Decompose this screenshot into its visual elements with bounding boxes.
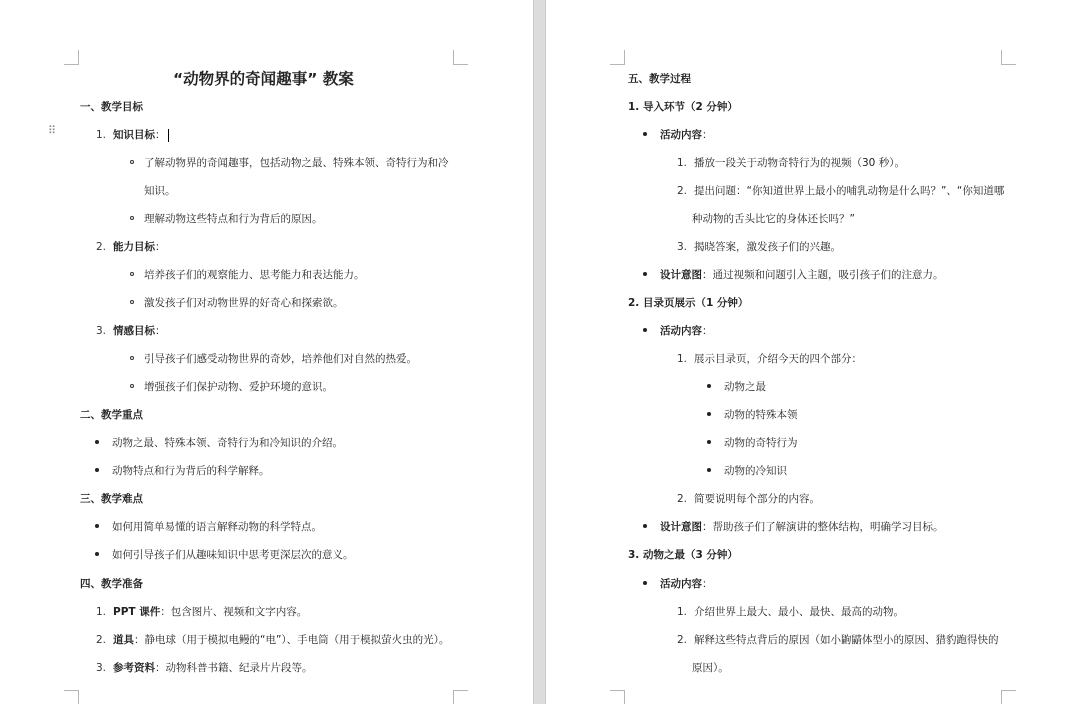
bullet-item: 活动内容： [643, 577, 713, 591]
item-label: 设计意图 [660, 521, 702, 533]
disc-bullet-icon [643, 581, 647, 585]
document-page-right [546, 0, 1080, 704]
nested-bullet-item: 动物的奇特行为 [707, 436, 798, 450]
disc-bullet-icon [643, 132, 647, 136]
numbered-item: 2. 解释这些特点背后的原因（如小鼩鼱体型小的原因、猎豹跑得快的 [677, 634, 999, 646]
item-label: 情感目标 [113, 325, 155, 337]
circle-bullet-icon [130, 160, 134, 164]
item-label: 设计意图 [660, 269, 702, 281]
numbered-item: 3. 情感目标： [96, 325, 166, 337]
numbered-item: 1. 知识目标： [96, 128, 169, 142]
disc-bullet-icon [707, 440, 711, 444]
numbered-item: 2. 道具：静电球（用于模拟电鳗的“电”）、手电筒（用于模拟萤火虫的光）。 [96, 634, 450, 646]
bullet-item: 动物之最、特殊本领、奇特行为和冷知识的介绍。 [95, 436, 343, 450]
document-title: “动物界的奇闻趣事” 教案 [173, 70, 354, 88]
sub-bullet-item: 增强孩子们保护动物、爱护环境的意识。 [130, 380, 333, 394]
text-cursor [168, 129, 169, 142]
sub-bullet-item: 引导孩子们感受动物世界的奇妙，培养他们对自然的热爱。 [130, 352, 417, 366]
section-heading: 四、教学准备 [80, 578, 143, 590]
bullet-item: 动物特点和行为背后的科学解释。 [95, 464, 270, 478]
section-heading: 一、教学目标 [80, 101, 143, 113]
circle-bullet-icon [130, 272, 134, 276]
nested-bullet-item: 动物之最 [707, 380, 766, 394]
nested-bullet-item: 动物的特殊本领 [707, 408, 798, 422]
section-heading: 二、教学重点 [80, 409, 143, 421]
disc-bullet-icon [707, 384, 711, 388]
crop-mark [1001, 690, 1016, 704]
numbered-item: 3. 参考资料：动物科普书籍、纪录片片段等。 [96, 662, 313, 674]
disc-bullet-icon [643, 328, 647, 332]
numbered-item: 2. 简要说明每个部分的内容。 [677, 493, 820, 505]
sub-bullet-item: 激发孩子们对动物世界的好奇心和探索欲。 [130, 296, 344, 310]
subsection-heading: 3. 动物之最（3 分钟） [628, 549, 738, 561]
bullet-item: 活动内容： [643, 324, 713, 338]
item-label: PPT 课件 [113, 606, 161, 618]
subsection-heading: 2. 目录页展示（1 分钟） [628, 297, 749, 309]
sub-bullet-continuation: 知识。 [144, 185, 176, 197]
circle-bullet-icon [130, 216, 134, 220]
disc-bullet-icon [95, 440, 99, 444]
disc-bullet-icon [95, 524, 99, 528]
sub-bullet-item: 了解动物界的奇闻趣事，包括动物之最、特殊本领、奇特行为和冷 [130, 156, 449, 170]
disc-bullet-icon [95, 468, 99, 472]
crop-mark [453, 50, 468, 65]
crop-mark [610, 690, 625, 704]
numbered-item: 1. 播放一段关于动物奇特行为的视频（30 秒）。 [677, 157, 905, 169]
disc-bullet-icon [707, 468, 711, 472]
sub-bullet-item: 理解动物这些特点和行为背后的原因。 [130, 212, 323, 226]
numbered-item: 3. 揭晓答案，激发孩子们的兴趣。 [677, 241, 841, 253]
item-label: 知识目标 [113, 129, 155, 141]
section-heading: 五、教学过程 [628, 73, 691, 85]
crop-mark [64, 50, 79, 65]
document-page-left [0, 0, 533, 704]
subsection-heading: 1. 导入环节（2 分钟） [628, 101, 738, 113]
item-label: 能力目标 [113, 241, 155, 253]
numbered-item-continuation: 原因）。 [692, 662, 729, 674]
bullet-item: 活动内容： [643, 128, 713, 142]
disc-bullet-icon [707, 412, 711, 416]
circle-bullet-icon [130, 356, 134, 360]
numbered-item: 2. 提出问题：“你知道世界上最小的哺乳动物是什么吗？”、“你知道哪 [677, 185, 1005, 197]
item-label: 活动内容 [660, 325, 702, 337]
numbered-item: 1. 介绍世界上最大、最小、最快、最高的动物。 [677, 606, 904, 618]
bullet-item: 设计意图：帮助孩子们了解演讲的整体结构，明确学习目标。 [643, 520, 944, 534]
drag-handle-icon[interactable]: ⠿ [48, 124, 56, 137]
numbered-item: 1. PPT 课件：包含图片、视频和文字内容。 [96, 606, 308, 618]
crop-mark [64, 690, 79, 704]
circle-bullet-icon [130, 384, 134, 388]
numbered-item: 1. 展示目录页，介绍今天的四个部分： [677, 353, 862, 365]
bullet-item: 设计意图：通过视频和问题引入主题，吸引孩子们的注意力。 [643, 268, 944, 282]
disc-bullet-icon [643, 272, 647, 276]
bullet-item: 如何用简单易懂的语言解释动物的科学特点。 [95, 520, 322, 534]
circle-bullet-icon [130, 300, 134, 304]
nested-bullet-item: 动物的冷知识 [707, 464, 787, 478]
disc-bullet-icon [643, 524, 647, 528]
bullet-item: 如何引导孩子们从趣味知识中思考更深层次的意义。 [95, 548, 354, 562]
item-label: 参考资料 [113, 662, 155, 674]
page-gutter [533, 0, 546, 704]
numbered-item-continuation: 种动物的舌头比它的身体还长吗？” [692, 213, 855, 225]
disc-bullet-icon [95, 552, 99, 556]
crop-mark [453, 690, 468, 704]
section-heading: 三、教学难点 [80, 493, 143, 505]
item-label: 道具 [113, 634, 134, 646]
sub-bullet-item: 培养孩子们的观察能力、思考能力和表达能力。 [130, 268, 365, 282]
numbered-item: 2. 能力目标： [96, 241, 166, 253]
crop-mark [1001, 50, 1016, 65]
item-label: 活动内容 [660, 578, 702, 590]
crop-mark [610, 50, 625, 65]
item-label: 活动内容 [660, 129, 702, 141]
